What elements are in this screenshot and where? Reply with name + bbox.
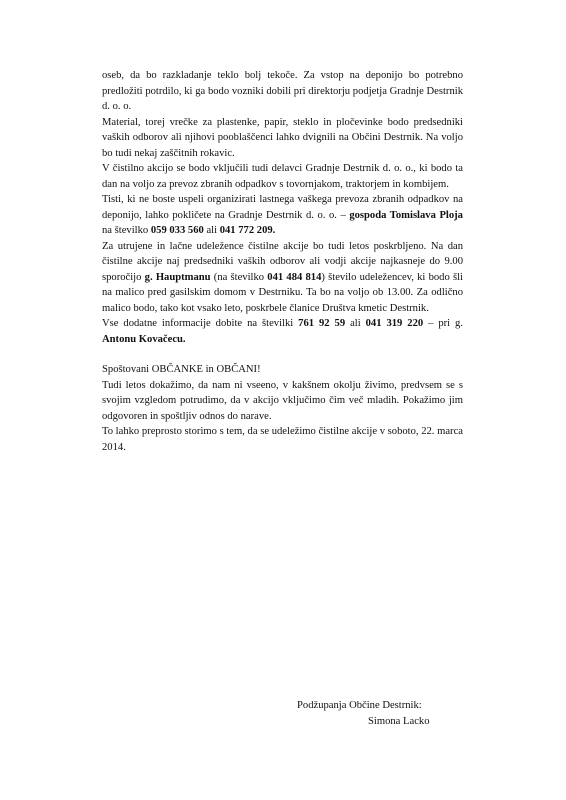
- paragraph: [102, 192, 463, 239]
- text-run: na številko: [102, 225, 151, 236]
- text-run: Material, torej vrečke za plastenke, papir, steklo in pločevinke bodo predsedniki vaških odborov ali njihovi pooblaščenci lahko dvignili na Občini Destrnik. Na voljo bo tudi nekaj zaščitnih rokavic.: [102, 116, 463, 159]
- paragraph: [102, 115, 463, 162]
- text-run: ali: [345, 318, 366, 329]
- paragraph: [102, 316, 463, 347]
- bold-text: 041 319 220: [365, 318, 424, 329]
- text-run: Spoštovani OBČANKE in OBČANI!: [102, 364, 261, 375]
- bold-text: 041 772 209.: [219, 225, 276, 236]
- paragraph: [102, 362, 463, 378]
- paragraph: [102, 239, 463, 317]
- text-run: – pri g.: [423, 318, 464, 329]
- text-run: ali: [203, 225, 220, 236]
- text-run: V čistilno akcijo se bodo vključili tudi delavci Gradnje Destrnik d. o. o., ki bodo ta dan na voljo za prevoz zbranih odpadkov s tovornjakom, traktorjem in kombijem.: [102, 163, 463, 190]
- bold-text: 041 484 814: [267, 271, 322, 283]
- paragraph: [102, 68, 463, 115]
- text-run: (na številko: [210, 271, 268, 283]
- paragraph: [102, 378, 463, 425]
- text-run: Tudi letos dokažimo, da nam ni vseeno, v kakšnem okolju živimo, predvsem se s svojim vzgledom potrudimo, da v akcijo vključimo čim več mladih. Pokažimo jim odgovoren in spoštljiv odnos do narave.: [102, 379, 463, 422]
- signature-name: Simona Lacko: [368, 715, 430, 727]
- bold-text: 059 033 560: [150, 225, 204, 236]
- bold-text: gospoda Tomislava Ploja: [349, 209, 463, 221]
- signature-role: Podžupanja Občine Destrnik:: [297, 700, 422, 711]
- text-run: ) število udeležencev, ki bodo šli na malico pred gasilskim domom v Destrniku. Ta bo na voljo ob 13.00. Za odlično malico bodo, tako kot vsako leto, poskrbele članice Društva kmetic Destrnik.: [102, 271, 463, 314]
- text-run: Tisti, ki ne boste uspeli organizirati lastnega vaškega prevoza zbranih odpadkov na deponijo, lahko pokličete na Gradnje Destrnik d. o. o. –: [102, 194, 463, 221]
- letter-body: [102, 68, 463, 455]
- bold-text: 761 92 59: [298, 318, 346, 329]
- text-run: Za utrujene in lačne udeležence čistilne akcije bo tudi letos poskrbljeno. Na dan čistilne akcije naj predsedniki vaških odborov ali vodji akcije najkasneje do 9.00 sporočijo: [102, 240, 463, 283]
- bold-text: g. Hauptmanu: [144, 271, 211, 283]
- signature-block: [297, 698, 497, 729]
- bold-text: Antonu Kovačecu.: [102, 333, 186, 345]
- paragraph: [102, 424, 463, 455]
- text-run: To lahko preprosto storimo s tem, da se udeležimo čistilne akcije v soboto, 22. marca 2014.: [102, 426, 463, 453]
- text-run: Vse dodatne informacije dobite na številki: [102, 318, 299, 329]
- paragraph: [102, 161, 463, 192]
- text-run: oseb, da bo razkladanje teklo bolj tekoče. Za vstop na deponijo bo potrebno predložiti potrdilo, ki ga bodo vozniki dobili pri direktorju podjetja Gradnje Destrnik d. o. o.: [102, 70, 463, 112]
